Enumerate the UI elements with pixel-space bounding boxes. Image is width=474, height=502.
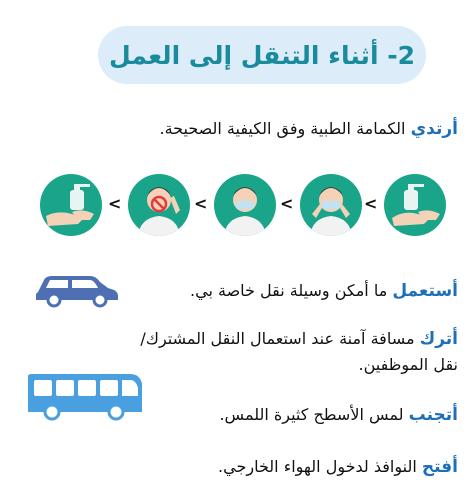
instruction-text: النوافذ لدخول الهواء الخارجي. [218, 457, 422, 476]
instruction-mask [160, 118, 459, 140]
instruction-lead: أترك [419, 329, 458, 349]
instruction-text: ما أمكن وسيلة نقل خاصة بي. [190, 281, 393, 300]
instruction-avoid [219, 404, 458, 426]
car-icon [34, 270, 120, 308]
hand-sanitizer-icon [384, 174, 446, 236]
instruction-transport [190, 280, 458, 302]
bus-icon [26, 372, 144, 422]
mask-steps-row [24, 168, 454, 244]
person-masked-icon [214, 174, 276, 236]
instruction-lead: أستعمل [392, 281, 458, 301]
instruction-text: نقل الموظفين. [358, 355, 458, 374]
section-header [98, 26, 426, 84]
step-arrow: < [280, 194, 294, 213]
instruction-text: لمس الأسطح كثيرة اللمس. [219, 405, 409, 424]
step-arrow: < [364, 194, 378, 213]
instruction-text: الكمامة الطبية وفق الكيفية الصحيحة. [159, 119, 411, 138]
step-arrow: < [108, 194, 122, 213]
person-no-touching-face-icon [128, 174, 190, 236]
instruction-lead: أتجنب [408, 405, 458, 425]
instruction-windows [218, 456, 458, 478]
instruction-distance-cont [358, 354, 458, 376]
instruction-lead: أرتدي [410, 119, 458, 139]
instruction-lead: أفتح [421, 457, 458, 477]
person-wearing-mask-icon [300, 174, 362, 236]
instruction-distance [140, 328, 458, 350]
section-title: 2- أثناء التنقل إلى العمل [109, 40, 415, 70]
hand-sanitizer-icon [40, 174, 102, 236]
step-arrow: < [194, 194, 208, 213]
instruction-text: مسافة آمنة عند استعمال النقل المشترك/ [140, 329, 420, 348]
